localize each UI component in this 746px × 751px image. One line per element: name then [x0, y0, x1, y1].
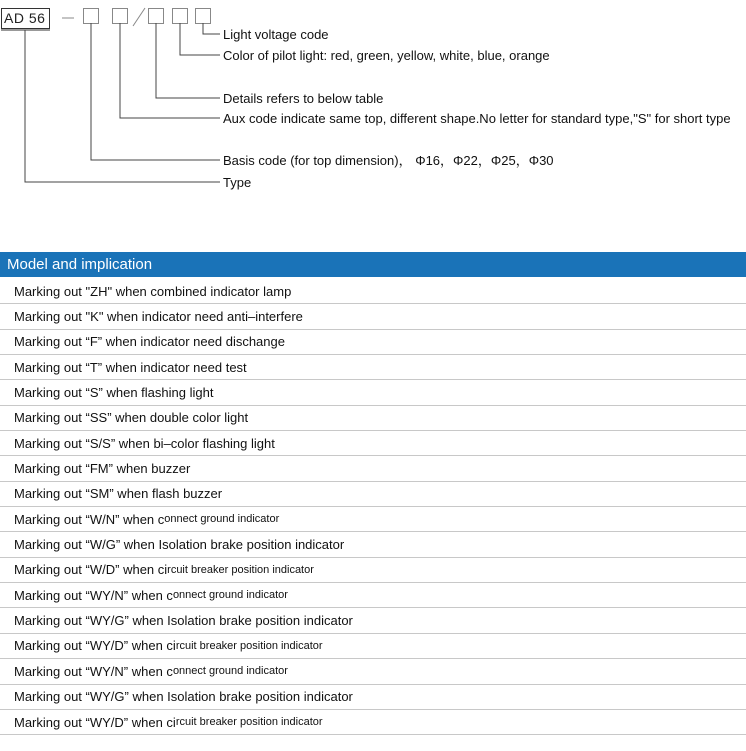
- legend-light-voltage: Light voltage code: [223, 27, 329, 42]
- table-row: [0, 608, 746, 633]
- table-row: [0, 304, 746, 329]
- table-row: [0, 482, 746, 507]
- table-row: [0, 685, 746, 710]
- row-main-text: Marking out “WY/D” when ci: [14, 714, 176, 730]
- table-row: [0, 710, 746, 735]
- row-small-text: rcuit breaker position indicator: [175, 716, 323, 729]
- row-main-text: Marking out “W/N” when c: [14, 511, 165, 527]
- row-main-text: Marking out “S/S” when bi–color flashing light: [14, 435, 275, 451]
- table-row: [0, 355, 746, 380]
- row-main-text: Marking out "K" when indicator need anti–interfere: [14, 309, 303, 325]
- row-small-text: rcuit breaker position indicator: [175, 639, 323, 652]
- legend-basis-code: Basis code (for top dimension)， Φ16，Φ22，Φ25，Φ30: [223, 153, 554, 168]
- row-small-text: onnect ground indicator: [164, 513, 280, 526]
- table-row: [0, 583, 746, 608]
- legend-aux-code: Aux code indicate same top, different shape.No letter for standard type,"S" for short type: [223, 111, 731, 126]
- section-header: Model and implication: [0, 252, 746, 277]
- row-main-text: Marking out “WY/D” when ci: [14, 638, 176, 654]
- table-row: [0, 507, 746, 532]
- row-main-text: Marking out “WY/N” when c: [14, 663, 173, 679]
- row-main-text: Marking out “S” when flashing light: [14, 385, 214, 401]
- row-main-text: Marking out “W/D” when ci: [14, 562, 168, 578]
- row-main-text: Marking out “SS” when double color light: [14, 410, 249, 426]
- row-main-text: Marking out “W/G” when Isolation brake position indicator: [14, 537, 345, 553]
- row-main-text: Marking out “F” when indicator need dischange: [14, 334, 285, 350]
- row-small-text: onnect ground indicator: [172, 665, 288, 678]
- row-main-text: Marking out “WY/N” when c: [14, 587, 173, 603]
- table-row: [0, 659, 746, 684]
- aux-code-box: [113, 9, 128, 24]
- table-row: [0, 558, 746, 583]
- voltage-code-box: [196, 9, 211, 24]
- table-row: [0, 330, 746, 355]
- model-code-diagram: [0, 0, 746, 200]
- table-row: [0, 406, 746, 431]
- details-code-box: [149, 9, 164, 24]
- table-row: [0, 279, 746, 304]
- row-main-text: Marking out “WY/G” when Isolation brake position indicator: [14, 689, 353, 705]
- table-row: [0, 532, 746, 557]
- table-row: [0, 431, 746, 456]
- legend-details: Details refers to below table: [223, 91, 384, 106]
- row-small-text: onnect ground indicator: [172, 589, 288, 602]
- row-main-text: Marking out “FM” when buzzer: [14, 461, 191, 477]
- table-row: [0, 456, 746, 481]
- legend-pilot-color: Color of pilot light: red, green, yellow, white, blue, orange: [223, 48, 550, 63]
- leader-lines: [25, 23, 220, 182]
- code-number: 56: [28, 10, 46, 26]
- table-row: [0, 634, 746, 659]
- code-prefix: AD: [4, 10, 25, 26]
- row-small-text: rcuit breaker position indicator: [167, 563, 314, 576]
- row-main-text: Marking out “SM” when flash buzzer: [14, 486, 223, 502]
- basis-code-box: [84, 9, 99, 24]
- legend-type: Type: [223, 175, 252, 190]
- table-row: [0, 380, 746, 405]
- slash-separator: [133, 8, 145, 26]
- row-main-text: Marking out “WY/G” when Isolation brake position indicator: [14, 613, 353, 629]
- model-table: [0, 279, 746, 735]
- model-code: [4, 10, 45, 26]
- row-main-text: Marking out "ZH" when combined indicator lamp: [14, 283, 292, 299]
- color-code-box: [173, 9, 188, 24]
- row-main-text: Marking out “T” when indicator need test: [14, 359, 247, 375]
